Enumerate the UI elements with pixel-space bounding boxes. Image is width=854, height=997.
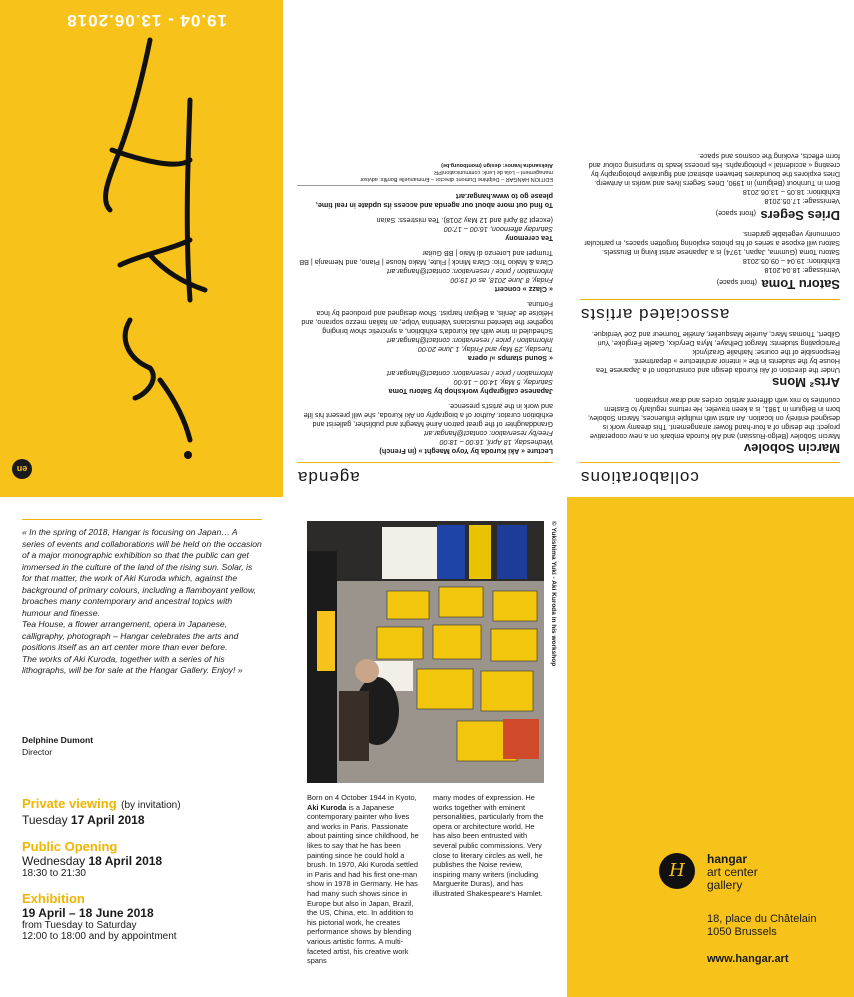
intro-panel	[0, 497, 283, 997]
more-info: To find out more about our agenda and access its update in real time, please go to www.hangar.art	[315, 192, 553, 210]
tea-title: Tea ceremony	[505, 234, 553, 243]
credits-line-2: management – Lola de Lenk: communication/PR	[434, 169, 553, 175]
intro-quote-3: The works of Aki Kuroda, together with a series of his lithographs, will be for sale at the Hangar Gallery. Enjoy! »	[22, 653, 243, 675]
bio-col2: many modes of expression. He works together with eminent personalities, particularly from the opera or architecture world. He has also been entrusted with several public commissions. Very close to literary circles as well, he publishes the Noise review, inspiring many writers (including Marguerite Duras), and has illustrated Shakespeare's Hamlet.	[433, 793, 544, 898]
associated-heading: associated artists	[580, 299, 840, 324]
opera-text: Scheduled in time with Aki Kuroda's exhibition, a syncretic show bringing together the talented musicians Valentina Volpe, an Italian mezzo soprano, and Héloïse de Jenlis, a Belgian harpist. Show designed and produced by Inca Fortuna.	[301, 300, 553, 336]
calligraphy-info: Information / price / reservation: contact@hangar.art	[386, 369, 553, 378]
agenda-panel	[283, 0, 567, 497]
private-date: Tuesday	[22, 813, 71, 827]
arts-responsible: Responsible of the course: Nathalie Grazlynck	[692, 348, 840, 357]
cover-dates: 19.04 - 13.06.2018	[66, 11, 227, 30]
intro-quote-2: Tea House, a flower arrangement, opera in Japanese, calligraphy, photograph – Hangar celebrates the arts and positions itself as an art center more than ever before.	[22, 619, 239, 652]
credits-line-3: Aleksandra Ivanov: design (montbourg.be)	[441, 162, 553, 168]
arts-students: Participating students: Margot Delhaye, Myra Deryckx, Gaelle Fergloke, Yuri Gilbert, Thomas Marc, Aurélie Masquelier, Amélie Tourneur and Zoé Verdique.	[591, 330, 840, 348]
signer-name: Delphine Dumont	[22, 735, 94, 745]
arts-name: Arts² Mons	[772, 375, 840, 390]
hangar-sub-1: art center	[707, 865, 758, 879]
segers-vernissage: Vernissage: 17.05.2018	[764, 197, 840, 206]
marcin-name: Marcin Sobolev	[743, 441, 840, 456]
calligraphy-title: Japanese calligraphy workshop by Satoru Toma	[388, 387, 553, 396]
bio-col1-post: is a Japanese contemporary painter who lives and works in Paris. Passionate about painting since childhood, he likes to say that he has been painting since he could hold a brush. In 1970, Aki Kuroda settled in Paris and had his first one-man show in 1978 in Germany. He has had many such shows since in Europe but also in Japan, Brazil, the US, China, etc. In addition to his pictorial work, he creates performance shows by blending various artistic forms. A multi-faceted artist, his creative work spans	[307, 802, 419, 966]
workshop-photo	[307, 521, 544, 783]
language-badge: en	[12, 459, 32, 479]
arts-text: Under the direction of Aki Kuroda design and construction of a Japanese Tea House by the students in the « interior architecture » department.	[595, 357, 840, 375]
tea-note: (except 28 April and 12 May 2018). Tea mistress: Saïan	[376, 216, 553, 225]
cover-panel	[0, 0, 283, 497]
opera-date: Tuesday, 29 May and Friday, 1 June 20:00	[417, 345, 553, 354]
bio-panel	[283, 497, 567, 997]
concert-info: Information / price / reservation: contact@hangar.art	[386, 267, 553, 276]
private-label: Private viewing	[22, 796, 117, 811]
concert-title: « Clazz » concert	[494, 285, 553, 294]
hangar-address-2: 1050 Brussels	[707, 926, 777, 938]
segers-space: (front space)	[715, 209, 757, 218]
credits-line-1: EDITION HANGAR – Delphine Dumont: director – Emmanuelle Bonfils: advisor	[360, 176, 553, 182]
signer-role: Director	[22, 747, 53, 757]
concert-date: Friday, 8 June 2018, as of 19:00	[450, 276, 553, 285]
collaborations-heading: collaborations	[580, 462, 840, 487]
toma-text: Satoru Toma (Gumma, Japan, 1974) is a Japanese artist living in Brussels. Satoru will expose a series of his photos exploring forgotten spaces, in particular community vegetable gardens.	[584, 230, 840, 257]
hangar-name: hangar	[707, 852, 748, 866]
private-note: (by invitation)	[121, 800, 181, 811]
exhibition-label: Exhibition	[22, 891, 85, 906]
public-date-bold: 18 April 2018	[88, 854, 163, 868]
exhibition-time: 12:00 to 18:00 and by appointment	[22, 931, 177, 942]
collaborations-panel	[567, 0, 854, 497]
public-label: Public Opening	[22, 839, 118, 854]
lecture-title: Lecture « Aki Kuroda by Yoyo Maeght » (in French)	[379, 447, 553, 456]
exhibition-days: from Tuesday to Saturday	[22, 920, 137, 931]
hangar-sub-2: gallery	[707, 878, 743, 892]
concert-text: Clara & Makio Trio: Clara Minck | Flute, Mako Nouse | Piano, and Nemanja | BB Trumpet and Lorenzo di Maio | BB Guitar	[299, 249, 553, 267]
segers-name: Dries Segers	[760, 208, 840, 223]
hangar-panel	[567, 497, 854, 997]
hangar-address-1: 18, place du Châtelain	[707, 913, 817, 925]
segers-exhibition: Exhibition: 18.05 – 13.06.2018	[742, 188, 840, 197]
photo-credit: © Yukishima Yuki - Aki Kuroda in his workshop	[550, 521, 557, 667]
marcin-text: Marcin Sobolev (Belgo-Russian) and Aki Kuroda embark on a new cooperative project: the design of a four-hand flower arrangement. This dreamy work is designed entirely on location. An artist with multiple influences, Marcin Sobolev, born in Belgium in 1981, is a keen traveler. He returns regularly to Eastern countries to mix with different artistic circles and draw inspiration.	[588, 396, 840, 441]
aki-signature	[0, 0, 283, 497]
toma-name: Satoru Toma	[761, 277, 840, 292]
lecture-bio: Granddaughter of the great patron Aimé Maeght and publisher, gallerist and exhibition curator. Author of a biography on Aki Kuroda, she will present his life and work in the artist's presence.	[303, 402, 553, 429]
public-time: 18:30 to 21:30	[22, 868, 86, 879]
lecture-date: Wednesday, 18 April, 16:00 – 18:00	[439, 438, 553, 447]
public-date: Wednesday	[22, 854, 89, 868]
hangar-website[interactable]: www.hangar.art	[707, 953, 789, 965]
opera-title: « Sound stamps »/ opera	[467, 354, 553, 363]
intro-quote: « In the spring of 2018, Hangar is focusing on Japan… A series of events and collaborations will be held on the occasion of a major monographic exhibition so that the public can get immersed in the culture of the land of the rising sun. Solar, is for that matter, the work of Aki Kuroda which, against the background of primary colours, including a flamboyant yellow, broaches many contemporary and ancestral topics with humour and finesse.	[22, 527, 262, 618]
toma-vernissage: Vernissage: 18.04.2018	[764, 266, 840, 275]
bio-col1-pre: Born on 4 October 1944 in Kyoto,	[307, 793, 417, 802]
tea-date: Saturday afternoon, 16:00 – 17:00	[443, 225, 553, 234]
bio-artist-name: Aki Kuroda	[307, 802, 347, 812]
segers-text: Born in Turnhout (Belgium) in 1990, Dries Segers lives and works in Antwerp. Dries explores the boundaries between abstract and figurative photography by creating « accidental » photographs. His process leads to surprising colour and form effects, evoking the cosmos and space.	[588, 152, 840, 188]
toma-space: (front space)	[716, 278, 758, 287]
workshop-photo-art	[307, 521, 544, 783]
lecture-info: Free/by reservation: contact@hangar.art	[424, 429, 553, 438]
calligraphy-date: Saturday, 5 May, 14:00 – 16:00	[453, 378, 553, 387]
hangar-logo-letter: H	[669, 860, 685, 881]
exhibition-range: 19 April – 18 June 2018	[22, 906, 154, 920]
agenda-heading: agenda	[297, 462, 553, 487]
toma-exhibition: Exhibition: 19.04 – 09.05.2018	[742, 257, 840, 266]
hangar-logo	[659, 853, 695, 889]
opera-info: Information / price / reservation: contact@hangar.art	[386, 336, 553, 345]
private-date-bold: 17 April 2018	[70, 813, 145, 827]
